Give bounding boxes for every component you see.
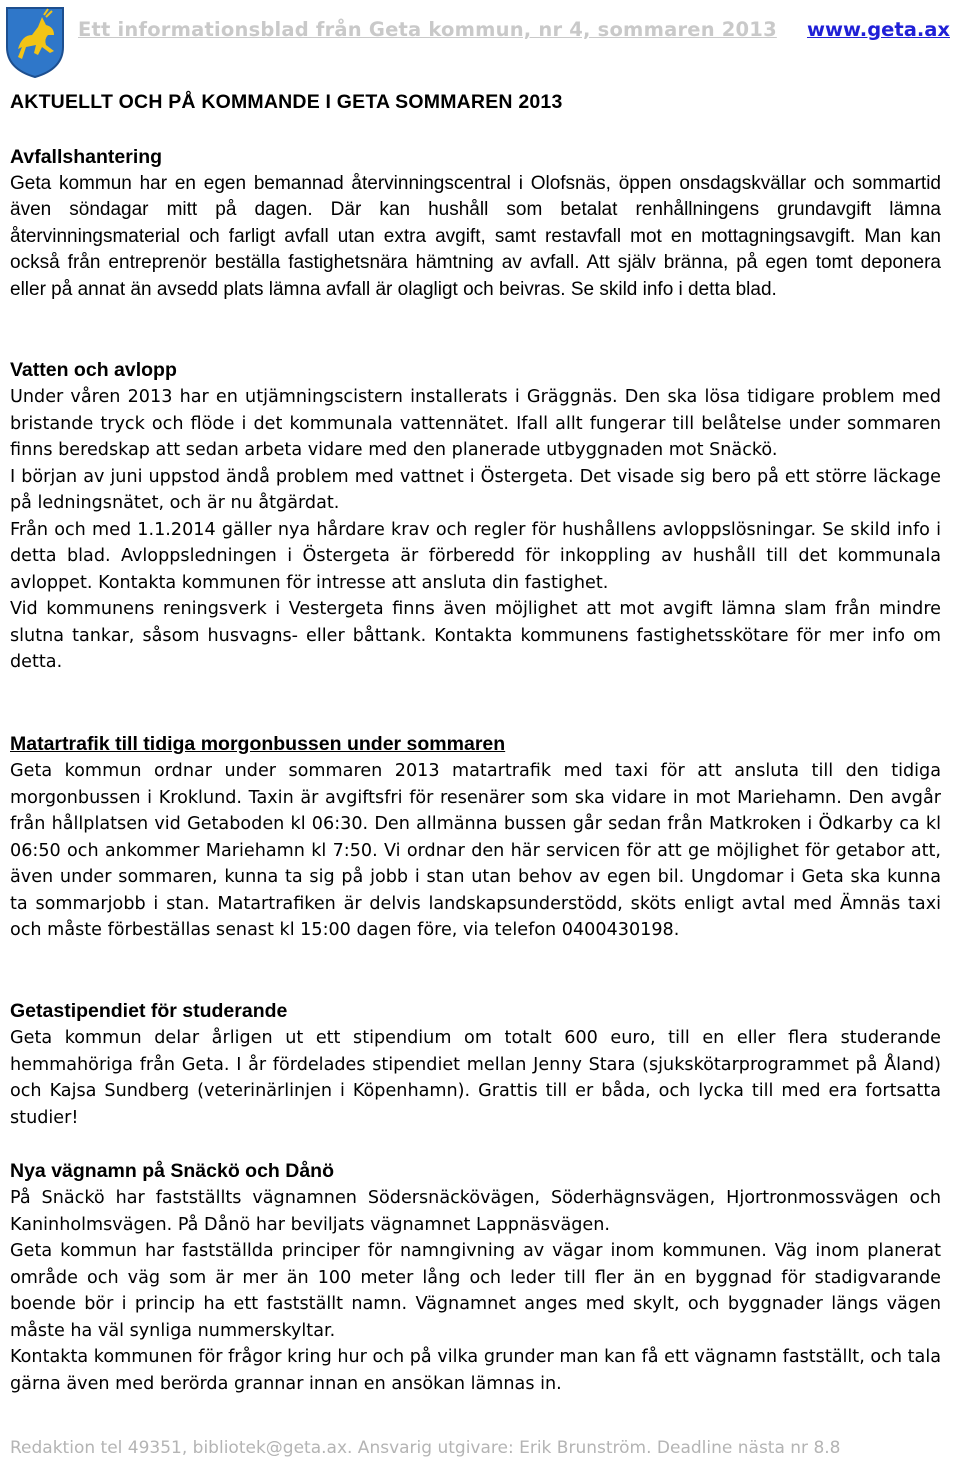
section-waste-management [10,144,941,303]
section-scholarship [10,998,941,1131]
section-paragraph: Från och med 1.1.2014 gäller nya hårdare krav och regler för hushållens avloppslösningar. Se skild info i detta blad. Avloppsledningen i Östergeta är förberedd för inkoppling av hushåll till det kommunala avloppet. Kontakta kommunen för intresse att ansluta din fastighet. [10,519,941,593]
section-heading: Vatten och avlopp [10,359,177,381]
section-heading: Avfallshantering [10,146,163,168]
section-heading: Matartrafik till tidiga morgonbussen under sommaren [10,733,506,755]
section-body: Geta kommun delar årligen ut ett stipendium om totalt 600 euro, till en eller flera studerande hemmahöriga från Geta. I år fördelades stipendiet mellan Jenny Stara (sjukskötarprogrammet på Åland) och Kajsa Sundberg (veterinärlinjen i Köpenhamn). Grattis till er båda, och lycka till med era fortsatta studier! [10,1028,941,1128]
section-body: Geta kommun ordnar under sommaren 2013 matartrafik med taxi för att ansluta till den tidiga morgonbussen i Kroklund. Taxin är avgiftsfri för resenärer som ska vidare in mot Mariehamn. Den avgår från hållplatsen vid Getaboden kl 06:30. Den allmänna bussen går sedan från Matkroken i Ödkarby ca kl 06:50 och ankommer Mariehamn kl 7:50. Vi ordnar den här servicen för att ge möjlighet för getabor att, även under sommaren, kunna ta sig på jobb i stan utan behov av egen bil. Ungdomar i Geta ska kunna ta sommarjobb i stan. Matartrafiken är delvis landskapsunderstödd, sköts enligt avtal med Ämnäs taxi och måste förbeställas senast kl 15:00 dagen före, via telefon 0400430198. [10,761,941,940]
section-road-names [10,1158,941,1397]
section-paragraph: I början av juni uppstod ändå problem med vattnet i Östergeta. Det visade sig bero på ett större läckage på ledningsnätet, och är nu åtgärdat. [10,466,941,513]
section-water-sewage [10,357,941,676]
section-paragraph: Under våren 2013 har en utjämningscistern installerats i Gräggnäs. Den ska lösa tidigare problem med bristande tryck och flöde i det kommunala vattennätet. Ifall allt fungerar till belåtelse under sommaren finns beredskap att sedan arbeta vidare med den planerade utbyggnaden mot Snäckö. [10,387,941,460]
section-paragraph: Vid kommunens reningsverk i Vestergeta finns även möjlighet att mot avgift lämna slam från mindre slutna tankar, såsom husvagns- eller båttank. Kontakta kommunens fastighetsskötare för mer info om detta. [10,599,941,672]
header-website-link[interactable]: www.geta.ax [806,18,950,41]
section-body: Geta kommun har en egen bemannad återvinningscentral i Olofsnäs, öppen onsdagskvällar och sommartid även söndagar mitt på dagen. Där kan hushåll som betalat renhållningens grundavgift lämna återvinningsmaterial och farligt avfall utan extra avgift, samt restavfall mot en mottagningsavgift. Man kan också från entreprenör beställa fastighetsnära hämtning av avfall. Att själv bränna, på egen tomt deponera eller på annat än avsedd plats lämna avfall är olagligt och beivras. Se skild info i detta blad. [10,173,941,300]
section-paragraph: Geta kommun har fastställda principer för namngivning av vägar inom kommunen. Väg inom planerat område och väg som är mer än 100 meter lång och leder till fler än en byggnad för stadigvarande boende bör i princip ha ett fastställt namn. Vägnamnet anges med skylt, och byggnader längs vägen måste ha väl synliga nummerskyltar. [10,1241,941,1341]
header-title: Ett informationsblad från Geta kommun, nr 4, sommaren 2013 [78,18,777,41]
section-paragraph: På Snäckö har fastställts vägnamnen Södersnäckövägen, Söderhägnsvägen, Hjortronmossvägen och Kaninholmsvägen. På Dånö har beviljats vägnamnet Lappnäsvägen. [10,1188,941,1235]
section-heading: Getastipendiet för studerande [10,1000,288,1022]
geta-coat-of-arms-icon [4,5,66,79]
section-feeder-traffic [10,731,941,944]
page-footer: Redaktion tel 49351, bibliotek@geta.ax. Ansvarig utgivare: Erik Brunström. Deadline nästa nr 8.8 [10,1438,841,1458]
section-heading: Nya vägnamn på Snäckö och Dånö [10,1160,335,1182]
page-header [0,0,960,80]
section-paragraph: Kontakta kommunen för frågor kring hur och på vilka grunder man kan få ett vägnamn fastställt, och tala gärna även med berörda grannar innan en ansökan lämnas in. [10,1347,941,1394]
main-heading: AKTUELLT OCH PÅ KOMMANDE I GETA SOMMAREN 2013 [10,91,563,113]
